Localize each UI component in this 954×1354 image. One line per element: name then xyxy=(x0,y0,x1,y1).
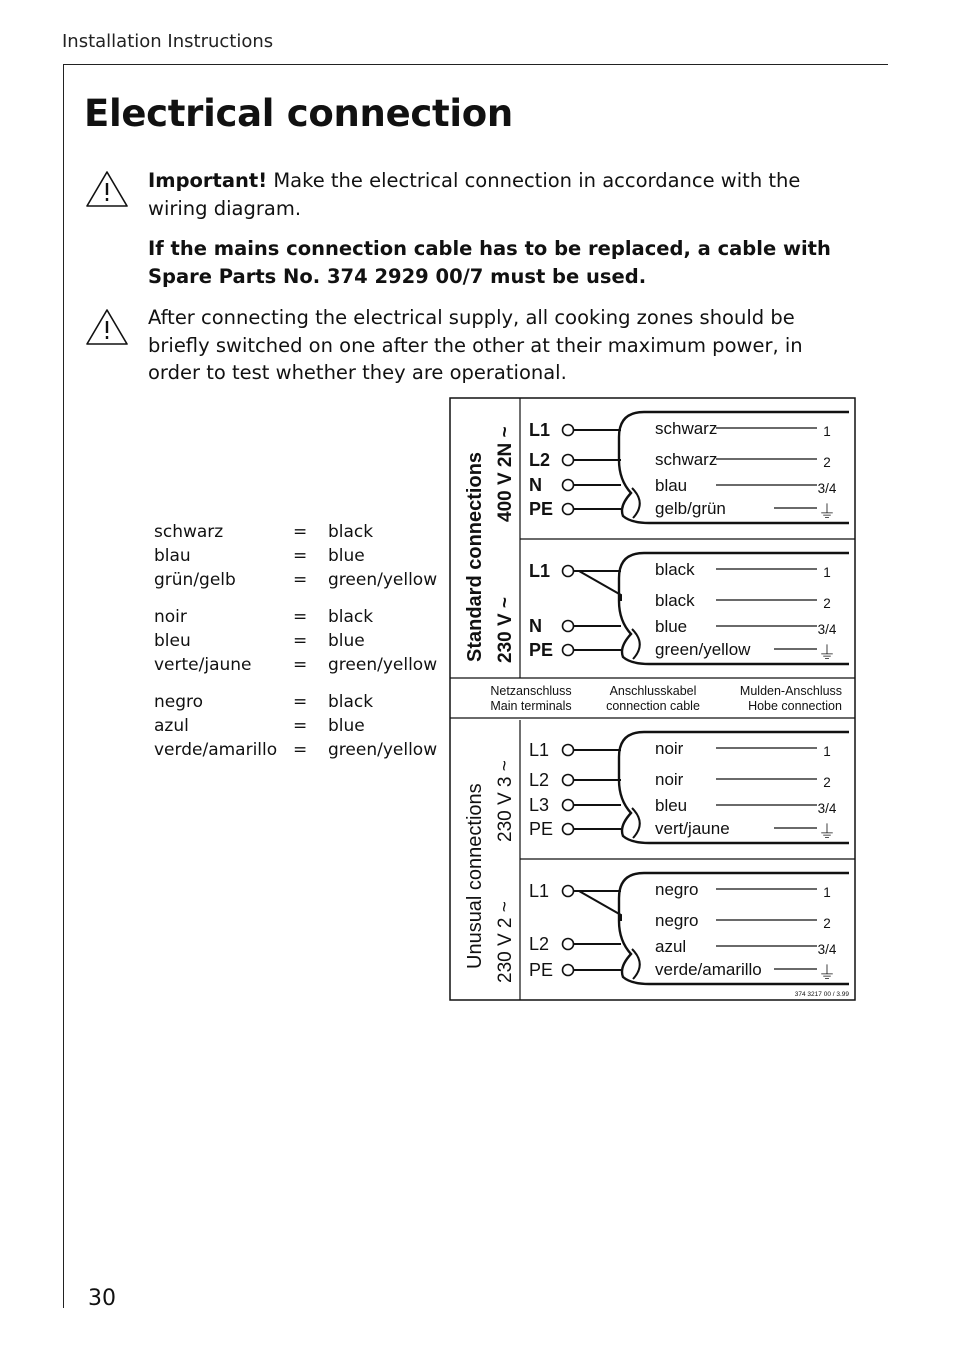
legend-term: negro xyxy=(154,692,204,712)
wire-color-label: negro xyxy=(655,911,699,930)
legend-equals: = xyxy=(293,716,308,736)
terminal-screw-icon xyxy=(563,455,574,466)
wire-color-label: black xyxy=(655,560,695,579)
legend-term: verde/amarillo xyxy=(154,740,278,760)
legend-translation: green/yellow xyxy=(328,740,438,760)
legend-equals: = xyxy=(293,692,308,712)
legend-row xyxy=(154,546,444,570)
notice-important xyxy=(148,167,858,222)
legend-equals: = xyxy=(293,631,308,651)
terminal-screw-icon xyxy=(563,886,574,897)
hob-terminal-number: 3/4 xyxy=(817,801,837,816)
standard-connections-label: Standard connections xyxy=(464,451,486,662)
col-header-hob-en: Hobe connection xyxy=(748,699,842,713)
ground-icon: ⏚ xyxy=(818,502,836,522)
wire-color-label: noir xyxy=(655,770,684,789)
hob-terminal-number: 2 xyxy=(823,775,831,790)
hob-terminal-number: 2 xyxy=(823,916,831,931)
section-label: Installation Instructions xyxy=(62,31,274,52)
terminal-screw-icon xyxy=(563,939,574,950)
cable-loop xyxy=(632,949,640,979)
page-title: Electrical connection xyxy=(84,92,513,135)
color-legend xyxy=(154,522,444,764)
hob-terminal-number: 1 xyxy=(823,885,831,900)
hob-terminal-number: 1 xyxy=(823,565,831,580)
legend-translation: blue xyxy=(328,716,365,736)
terminal-screw-icon xyxy=(563,566,574,577)
wire-color-label: green/yellow xyxy=(655,640,751,659)
legend-gap xyxy=(154,679,444,692)
page-number: 30 xyxy=(88,1286,116,1311)
wire-color-label: blau xyxy=(655,476,688,495)
panel-voltage-label: 230 V 2 ~ xyxy=(495,901,516,983)
terminal-screw-icon xyxy=(563,645,574,656)
notice-test-zones xyxy=(148,304,858,387)
legend-equals: = xyxy=(293,570,308,590)
legend-term: bleu xyxy=(154,631,191,651)
notice-spare-parts xyxy=(148,235,858,290)
terminal-screw-icon xyxy=(563,775,574,786)
terminal-label: N xyxy=(529,475,542,495)
legend-row xyxy=(154,570,444,594)
legend-row xyxy=(154,716,444,740)
left-rule xyxy=(63,64,64,1308)
legend-term: noir xyxy=(154,607,187,627)
terminal-label: L2 xyxy=(529,934,550,954)
cable-sheath xyxy=(619,732,849,843)
hob-terminal-number: 3/4 xyxy=(817,481,837,496)
terminal-screw-icon xyxy=(563,480,574,491)
wire-color-label: noir xyxy=(655,739,684,758)
warning-triangle-icon xyxy=(84,168,130,210)
legend-translation: blue xyxy=(328,546,365,566)
legend-term: schwarz xyxy=(154,522,224,542)
terminal-label: L1 xyxy=(529,561,551,581)
notice-important-label: Important! xyxy=(148,169,268,192)
legend-row xyxy=(154,607,444,631)
top-rule xyxy=(63,64,888,65)
col-header-cable-de: Anschlusskabel xyxy=(609,684,697,698)
hob-terminal-number: 3/4 xyxy=(817,622,837,637)
legend-equals: = xyxy=(293,740,308,760)
legend-translation: green/yellow xyxy=(328,570,438,590)
warning-triangle-icon xyxy=(84,306,130,348)
hob-terminal-number: 2 xyxy=(823,455,831,470)
terminal-label: L1 xyxy=(529,740,550,760)
hob-terminal-number: 2 xyxy=(823,596,831,611)
terminal-screw-icon xyxy=(563,965,574,976)
wire-color-label: blue xyxy=(655,617,688,636)
bridge-link xyxy=(579,571,621,601)
panel-voltage-label: 230 V 3 ~ xyxy=(495,760,516,842)
legend-translation: green/yellow xyxy=(328,655,438,675)
terminal-screw-icon xyxy=(563,621,574,632)
legend-row xyxy=(154,692,444,716)
col-header-terminals-de: Netzanschluss xyxy=(490,684,572,698)
terminal-screw-icon xyxy=(563,504,574,515)
hob-terminal-number: 3/4 xyxy=(817,942,837,957)
wiring-diagram xyxy=(449,397,857,1002)
terminal-screw-icon xyxy=(563,824,574,835)
cable-loop xyxy=(632,808,640,838)
terminal-label: PE xyxy=(529,960,554,980)
legend-row xyxy=(154,740,444,764)
hob-terminal-number: 1 xyxy=(823,424,831,439)
terminal-label: N xyxy=(529,616,542,636)
unusual-connections-label: Unusual connections xyxy=(464,783,486,969)
terminal-label: PE xyxy=(529,819,554,839)
wire-color-label: gelb/grün xyxy=(655,499,726,518)
legend-equals: = xyxy=(293,546,308,566)
cable-loop xyxy=(632,629,640,659)
diagram-code: 374 3217 00 / 3.99 xyxy=(794,991,849,998)
notice-test-zones-text: After connecting the electrical supply, all cooking zones should be briefly switched on one after the other at their maximum power, in order to test whether they are operational. xyxy=(148,306,803,384)
col-header-cable-en: connection cable xyxy=(606,699,700,713)
terminal-screw-icon xyxy=(563,745,574,756)
terminal-label: PE xyxy=(529,499,554,519)
wire-color-label: black xyxy=(655,591,695,610)
wire-color-label: vert/jaune xyxy=(655,819,730,838)
legend-translation: black xyxy=(328,522,374,542)
legend-equals: = xyxy=(293,522,308,542)
ground-icon: ⏚ xyxy=(818,643,836,663)
wire-color-label: negro xyxy=(655,880,699,899)
legend-term: verte/jaune xyxy=(154,655,252,675)
legend-term: azul xyxy=(154,716,189,736)
terminal-label: L2 xyxy=(529,770,550,790)
wire-color-label: verde/amarillo xyxy=(655,960,762,979)
legend-row xyxy=(154,631,444,655)
bridge-link xyxy=(579,891,621,921)
col-header-hob-de: Mulden-Anschluss xyxy=(739,684,843,698)
terminal-label: L2 xyxy=(529,450,551,470)
wire-color-label: schwarz xyxy=(655,419,718,438)
hob-terminal-number: 1 xyxy=(823,744,831,759)
terminal-label: L3 xyxy=(529,795,550,815)
legend-translation: black xyxy=(328,607,374,627)
panel-voltage-label: 400 V 2N ~ xyxy=(495,426,516,522)
ground-icon: ⏚ xyxy=(818,963,836,983)
terminal-label: L1 xyxy=(529,420,551,440)
notice-important-text: Make the electrical connection in accordance with the wiring diagram. xyxy=(148,169,801,220)
legend-equals: = xyxy=(293,655,308,675)
notice-spare-parts-text: If the mains connection cable has to be replaced, a cable with Spare Parts No. 374 2929 00/7 must be used. xyxy=(148,237,831,288)
col-header-terminals-en: Main terminals xyxy=(490,699,572,713)
wire-color-label: azul xyxy=(655,937,687,956)
terminal-label: PE xyxy=(529,640,554,660)
terminal-screw-icon xyxy=(563,800,574,811)
legend-gap xyxy=(154,594,444,607)
legend-term: blau xyxy=(154,546,191,566)
legend-row xyxy=(154,522,444,546)
legend-term: grün/gelb xyxy=(154,570,236,590)
terminal-screw-icon xyxy=(563,425,574,436)
ground-icon: ⏚ xyxy=(818,822,836,842)
legend-translation: blue xyxy=(328,631,365,651)
cable-loop xyxy=(632,488,640,518)
wire-color-label: bleu xyxy=(655,796,688,815)
legend-translation: black xyxy=(328,692,374,712)
panel-voltage-label: 230 V ~ xyxy=(495,596,516,663)
terminal-label: L1 xyxy=(529,881,550,901)
legend-equals: = xyxy=(293,607,308,627)
legend-row xyxy=(154,655,444,679)
wire-color-label: schwarz xyxy=(655,450,718,469)
